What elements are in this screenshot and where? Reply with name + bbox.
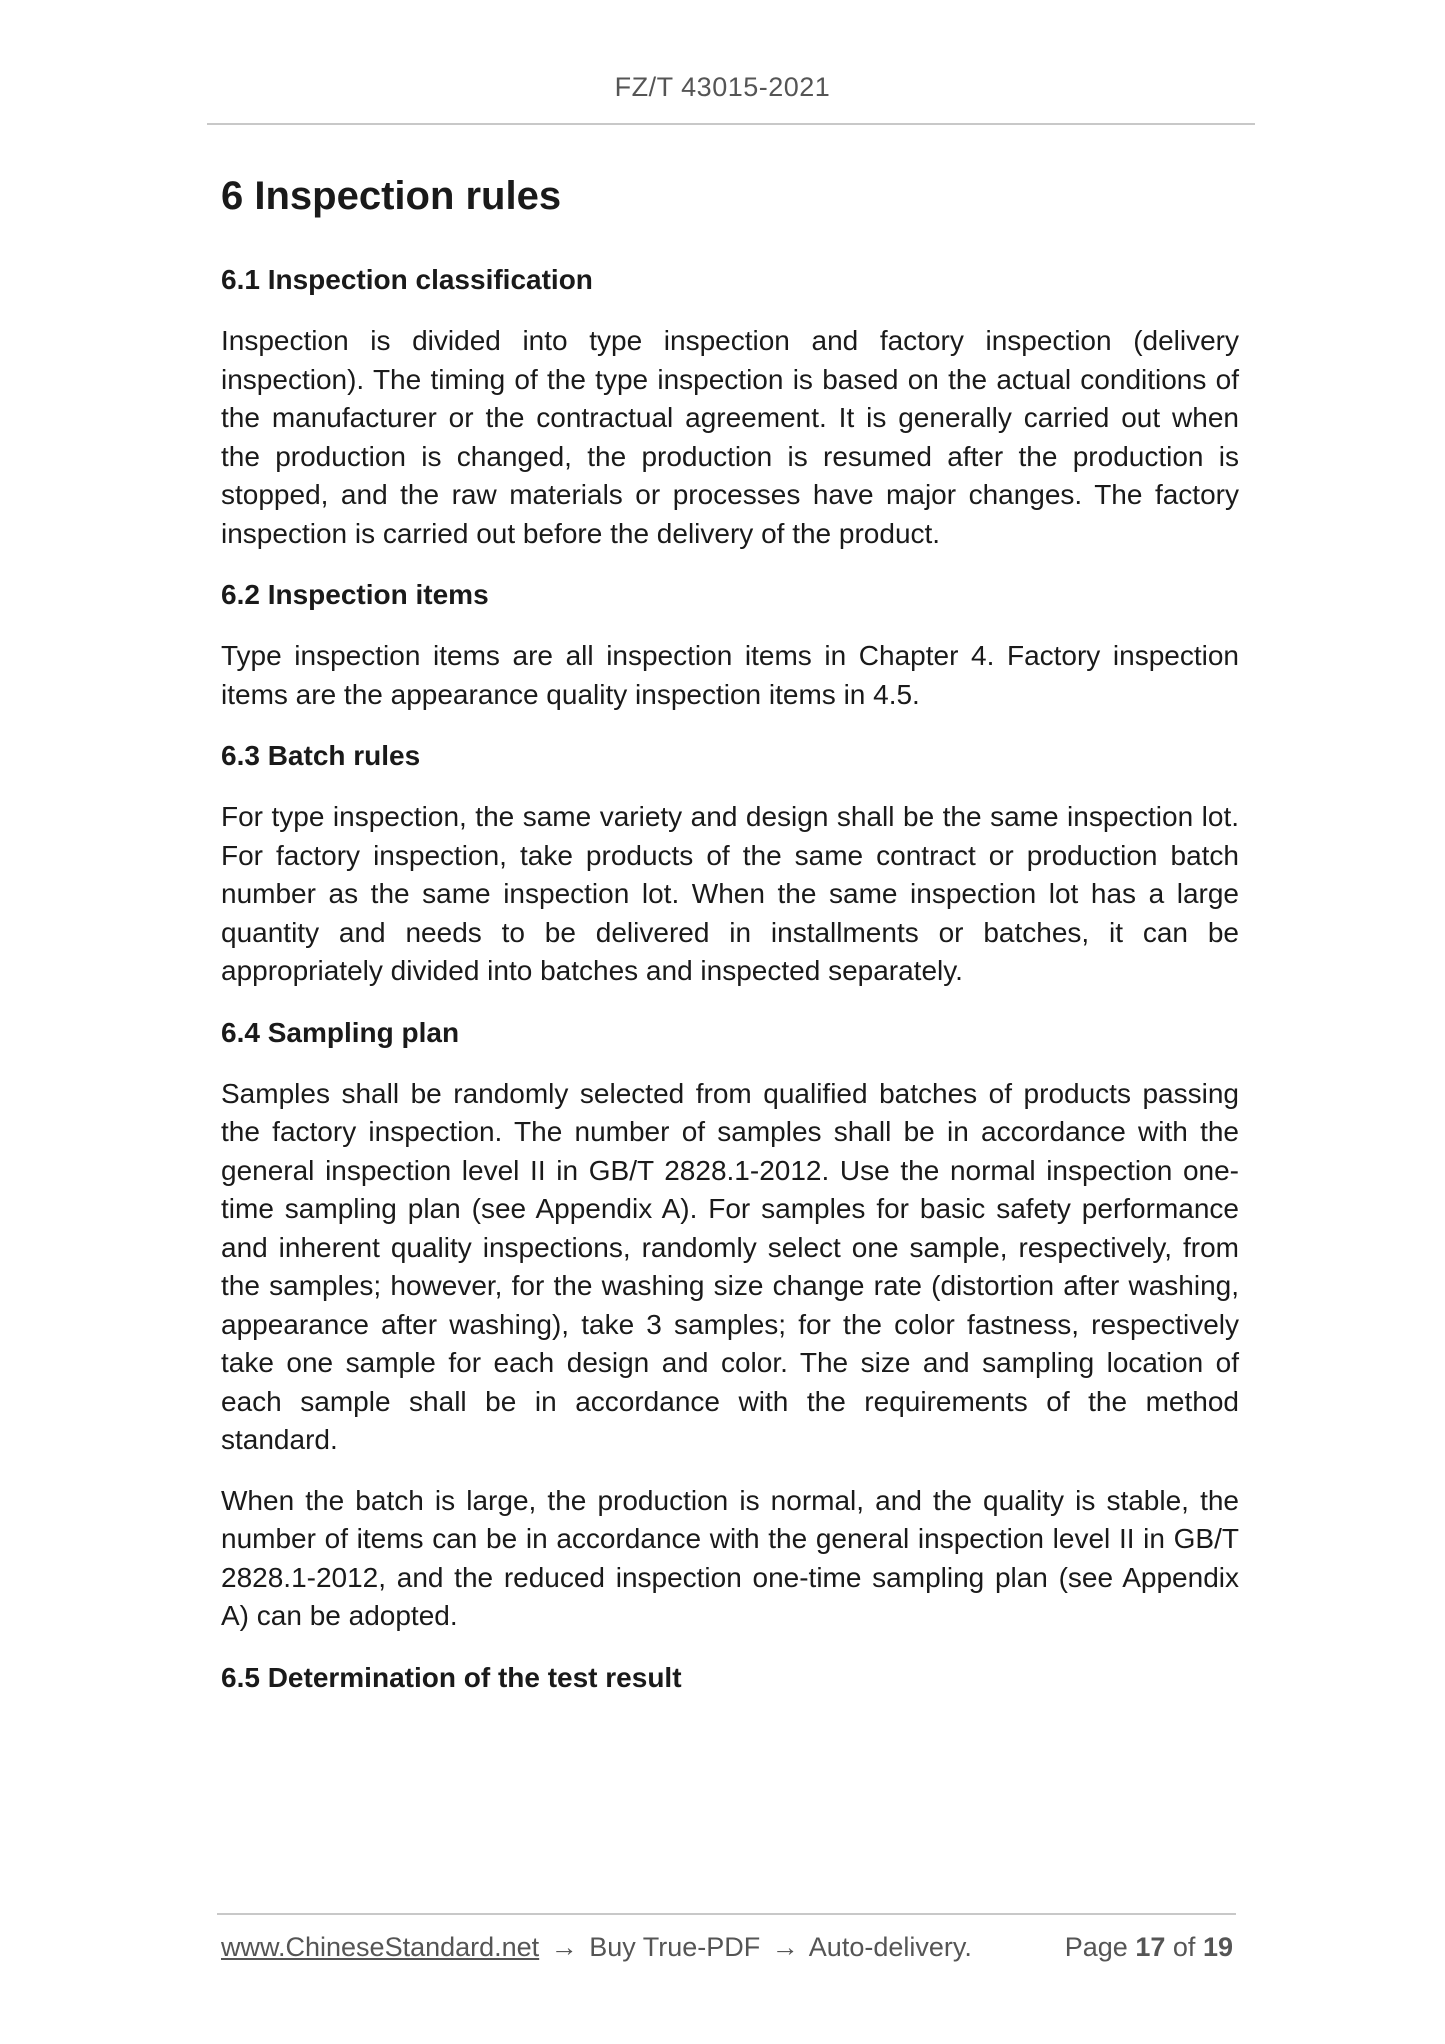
section-6-4-paragraph-2: When the batch is large, the production is normal, and the quality is stable, the number of items can be in accordance with the general inspection level II in GB/T 2828.1-2012, and the reduced inspection one-time sampling plan (see Appendix A) can be adopted. xyxy=(221,1484,1239,1631)
page-content xyxy=(221,168,1239,1720)
arrow-right-icon: → xyxy=(771,1932,799,1962)
page-current: 17 xyxy=(1135,1932,1166,1962)
section-6-3-paragraph: For type inspection, the same variety and design shall be the same inspection lot. For factory inspection, take products of the same contract or production batch number as the same inspection lot. When the same inspection lot has a large quantity and needs to be delivered in installments or batches, it can be appropriately divided into batches and inspected separately. xyxy=(221,801,1239,986)
arrow-right-icon: → xyxy=(550,1932,578,1962)
header-divider xyxy=(207,123,1255,125)
page-label: Page xyxy=(1064,1932,1128,1962)
footer-divider xyxy=(217,1913,1236,1915)
section-heading-6-2: 6.2 Inspection items xyxy=(221,579,489,610)
section-heading-6-4: 6.4 Sampling plan xyxy=(221,1016,460,1048)
page-footer xyxy=(221,1932,1233,1972)
page-number xyxy=(1065,1932,1233,1963)
page-of: of xyxy=(1172,1932,1196,1962)
chapter-title: 6 Inspection rules xyxy=(221,174,562,218)
buy-pdf-text: Buy True-PDF xyxy=(589,1932,761,1962)
section-heading-6-5: 6.5 Determination of the test result xyxy=(221,1661,682,1693)
website-link[interactable]: www.ChineseStandard.net xyxy=(221,1932,540,1962)
footer-promo xyxy=(221,1932,972,1963)
auto-delivery-text: Auto-delivery. xyxy=(808,1932,972,1962)
section-heading-6-1: 6.1 Inspection classification xyxy=(221,264,593,295)
section-6-1-paragraph: Inspection is divided into type inspection and factory inspection (delivery inspection). The timing of the type inspection is based on the actual conditions of the manufacturer or the contractual agreement. It is generally carried out when the production is changed, the production is resumed after the production is stopped, and the raw materials or processes have major changes. The factory inspection is carried out before the delivery of the product. xyxy=(221,325,1239,549)
section-6-4-paragraph-1: Samples shall be randomly selected from qualified batches of products passing the factory inspection. The number of samples shall be in accordance with the general inspection level II in GB/T 2828.1-2012. Use the normal inspection one-time sampling plan (see Appendix A). For samples for basic safety performance and inherent quality inspections, randomly select one sample, respectively, from the samples; however, for the washing size change rate (distortion after washing, appearance after washing), take 3 samples; for the color fastness, respectively take one sample for each design and color. The size and sampling location of each sample shall be in accordance with the requirements of the method standard. xyxy=(221,1077,1239,1455)
document-code: FZ/T 43015-2021 xyxy=(614,72,831,102)
section-6-2-paragraph: Type inspection items are all inspection items in Chapter 4. Factory inspection items are the appearance quality inspection items in 4.5. xyxy=(221,640,1239,710)
section-heading-6-3: 6.3 Batch rules xyxy=(221,740,421,771)
page-total: 19 xyxy=(1202,1932,1233,1962)
